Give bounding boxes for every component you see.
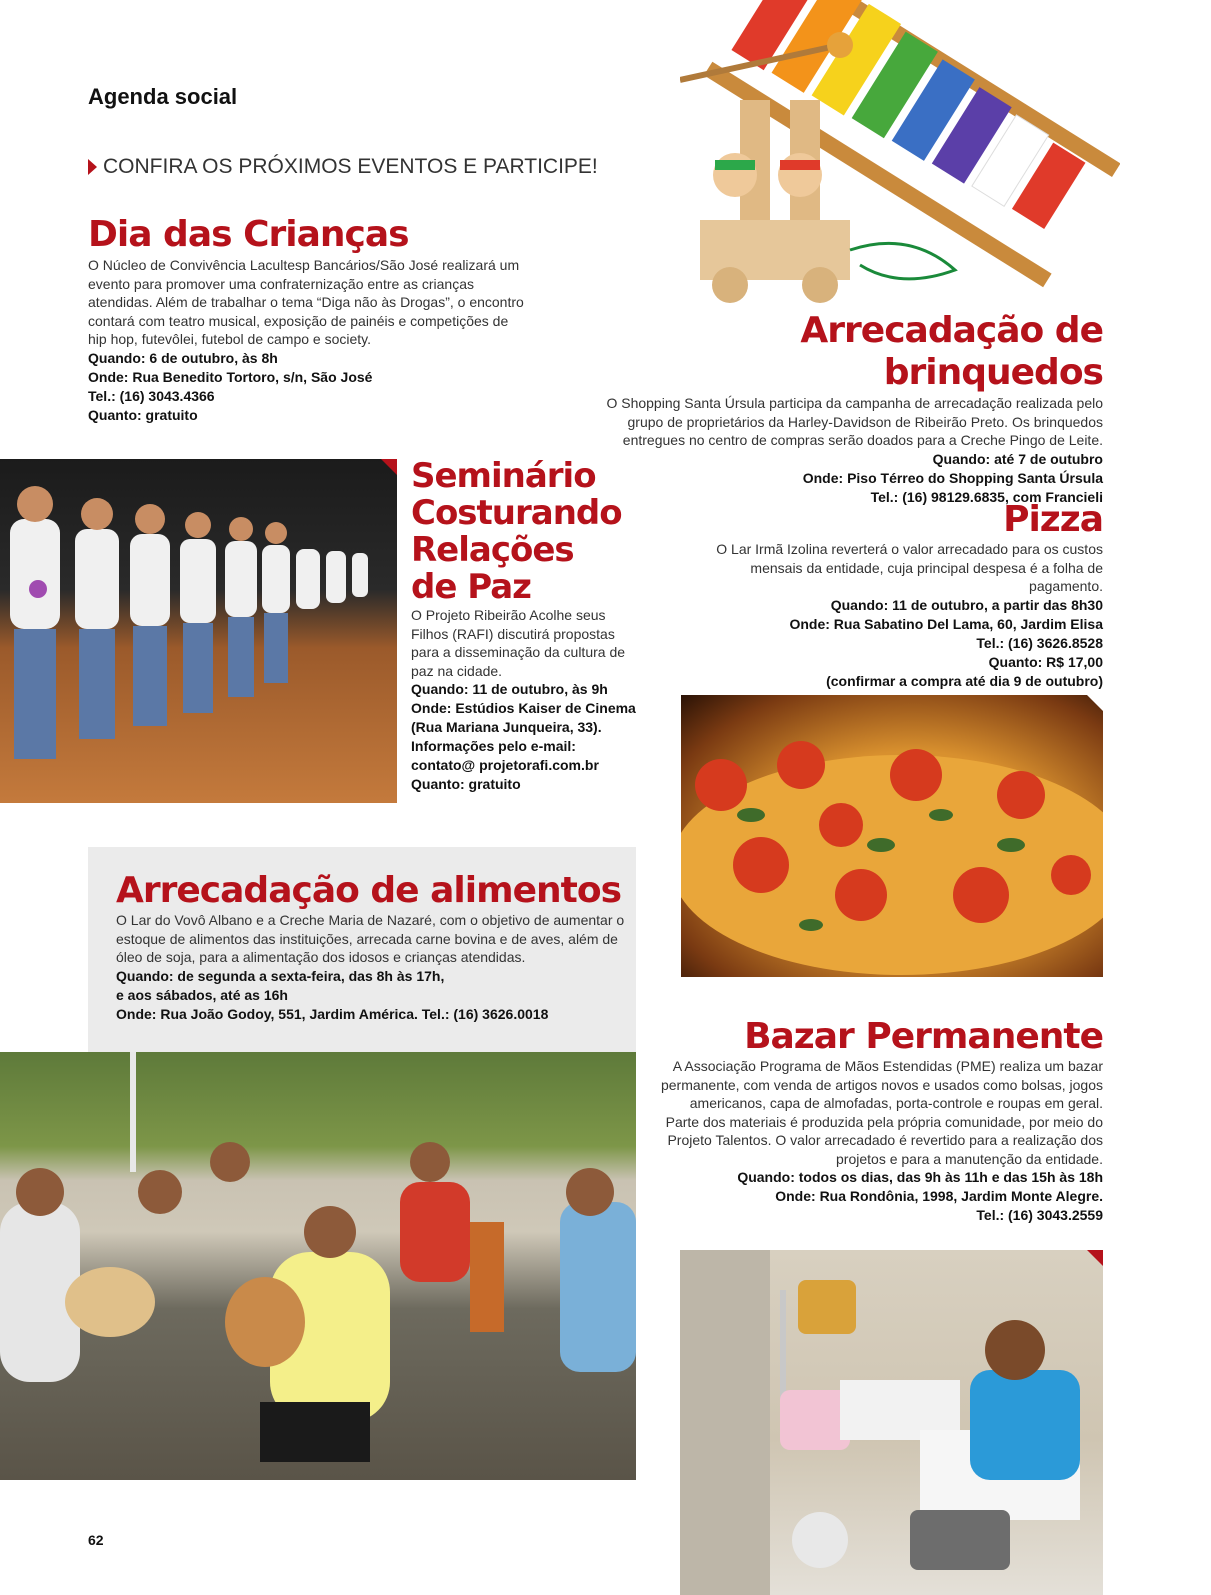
- toys-image: [680, 0, 1120, 310]
- event-where: Onde: Estúdios Kaiser de Cinema (Rua Mariana Junqueira, 33). Informações pelo e-mail: contato@ projetorafi.com.br: [411, 700, 636, 773]
- event-note: (confirmar a compra até dia 9 de outubro): [826, 672, 1103, 689]
- event-price: Quanto: gratuito: [88, 406, 198, 423]
- title-line: Relações: [411, 530, 574, 570]
- event-where: Onde: Rua Sabatino Del Lama, 60, Jardim Elisa: [789, 615, 1103, 632]
- section-label: Agenda social: [88, 84, 238, 109]
- event-description: O Lar Irmã Izolina reverterá o valor arrecadado para os custos mensais da entidade, cuja principal despesa é a folha de pagamento.: [716, 541, 1103, 594]
- chevron-right-icon: [88, 159, 97, 175]
- event-alimentos: [88, 847, 636, 1052]
- page-number: 62: [88, 1532, 104, 1548]
- event-pizza: [680, 500, 1103, 691]
- event-bazar: [660, 1017, 1103, 1225]
- event-when-saturday: e aos sábados, até as 16h: [116, 986, 288, 1003]
- event-where: Onde: Rua Benedito Tortoro, s/n, São José: [88, 368, 373, 385]
- event-tel: Tel.: (16) 3043.2559: [976, 1207, 1103, 1223]
- event-title: Bazar Permanente: [744, 1016, 1103, 1057]
- elderly-group-illustration: [0, 1052, 636, 1480]
- photo-corner-mark: [1087, 695, 1103, 711]
- event-brinquedos: [580, 310, 1103, 507]
- xylophone-toy-illustration: [680, 0, 1120, 310]
- event-when: Quando: de segunda a sexta-feira, das 8h às 17h,: [116, 967, 445, 984]
- event-seminario: [411, 458, 636, 794]
- photo-corner-mark: [381, 459, 397, 475]
- event-description: O Shopping Santa Úrsula participa da campanha de arrecadação realizada pelo grupo de proprietários da Harley-Davidson de Ribeirão Preto. Os brinquedos entregues no centro de compras serão doados para a Creche Pingo de Leite.: [606, 395, 1103, 448]
- event-dia-criancas: [88, 214, 528, 425]
- event-price: Quanto: gratuito: [411, 776, 521, 792]
- event-tel: Tel.: (16) 3043.4366: [88, 387, 215, 404]
- event-title: Dia das Crianças: [88, 214, 409, 255]
- event-where-tel: Onde: Rua João Godoy, 551, Jardim América. Tel.: (16) 3626.0018: [116, 1005, 549, 1022]
- event-description: O Lar do Vovô Albano e a Creche Maria de Nazaré, com o objetivo de aumentar o estoque de alimentos das instituições, arrecada carne bovina e de aves, além de óleo de soja, para a alimentação dos idosos e crianças atendidas.: [116, 912, 625, 965]
- event-title: Pizza: [1003, 499, 1103, 540]
- dancing-children-illustration: [0, 459, 397, 803]
- sewing-woman-photo: [680, 1250, 1103, 1595]
- event-title: [411, 458, 636, 606]
- event-price: Quanto: R$ 17,00: [988, 653, 1103, 670]
- tagline-text: CONFIRA OS PRÓXIMOS EVENTOS E PARTICIPE!: [103, 155, 598, 178]
- pizza-illustration: [681, 695, 1103, 977]
- event-where: Onde: Piso Térreo do Shopping Santa Úrsula: [802, 469, 1103, 486]
- title-line: Seminário: [411, 456, 596, 496]
- tagline: [88, 155, 598, 179]
- title-line: de Paz: [411, 567, 531, 607]
- event-when: Quando: até 7 de outubro: [932, 450, 1103, 467]
- elderly-music-photo: [0, 1052, 636, 1480]
- event-where: Onde: Rua Rondônia, 1998, Jardim Monte Alegre.: [775, 1188, 1103, 1204]
- event-tel: Tel.: (16) 98129.6835, com Francieli: [870, 488, 1103, 505]
- event-description: O Projeto Ribeirão Acolhe seus Filhos (RAFI) discutirá propostas para a disseminação da cultura de paz na cidade.: [411, 607, 626, 679]
- sewing-illustration: [680, 1250, 1103, 1595]
- pizza-photo: [681, 695, 1103, 977]
- event-description: O Núcleo de Convivência Lacultesp Bancários/São José realizará um evento para promover uma confraternização entre as crianças atendidas. Além de trabalhar o tema “Diga não às Drogas”, o encontro contará com teatro musical, exposição de painéis e competições de hip hop, futevôlei, futebol de campo e society.: [88, 257, 524, 347]
- event-tel: Tel.: (16) 3626.8528: [976, 634, 1103, 651]
- event-title: Arrecadação de alimentos: [116, 870, 621, 911]
- event-when: Quando: 11 de outubro, a partir das 8h30: [830, 596, 1103, 613]
- kids-dancing-photo: [0, 459, 397, 803]
- title-line: Costurando: [411, 493, 622, 533]
- event-when: Quando: 11 de outubro, às 9h: [411, 681, 608, 697]
- event-when: Quando: todos os dias, das 9h às 11h e das 15h às 18h: [737, 1169, 1103, 1185]
- event-when: Quando: 6 de outubro, às 8h: [88, 349, 278, 366]
- event-title: Arrecadação de brinquedos: [800, 310, 1103, 393]
- event-description: A Associação Programa de Mãos Estendidas (PME) realiza um bazar permanente, com venda de artigos novos e usados como bolsas, jogos americanos, capa de almofadas, porta-controle e roupas em geral. Parte dos materiais é produzida pela própria comunidade, por meio do Projeto Talentos. O valor arrecadado é revertido para a realização dos projetos e para a manutenção da entidade.: [660, 1058, 1103, 1167]
- photo-corner-mark: [1087, 1250, 1103, 1266]
